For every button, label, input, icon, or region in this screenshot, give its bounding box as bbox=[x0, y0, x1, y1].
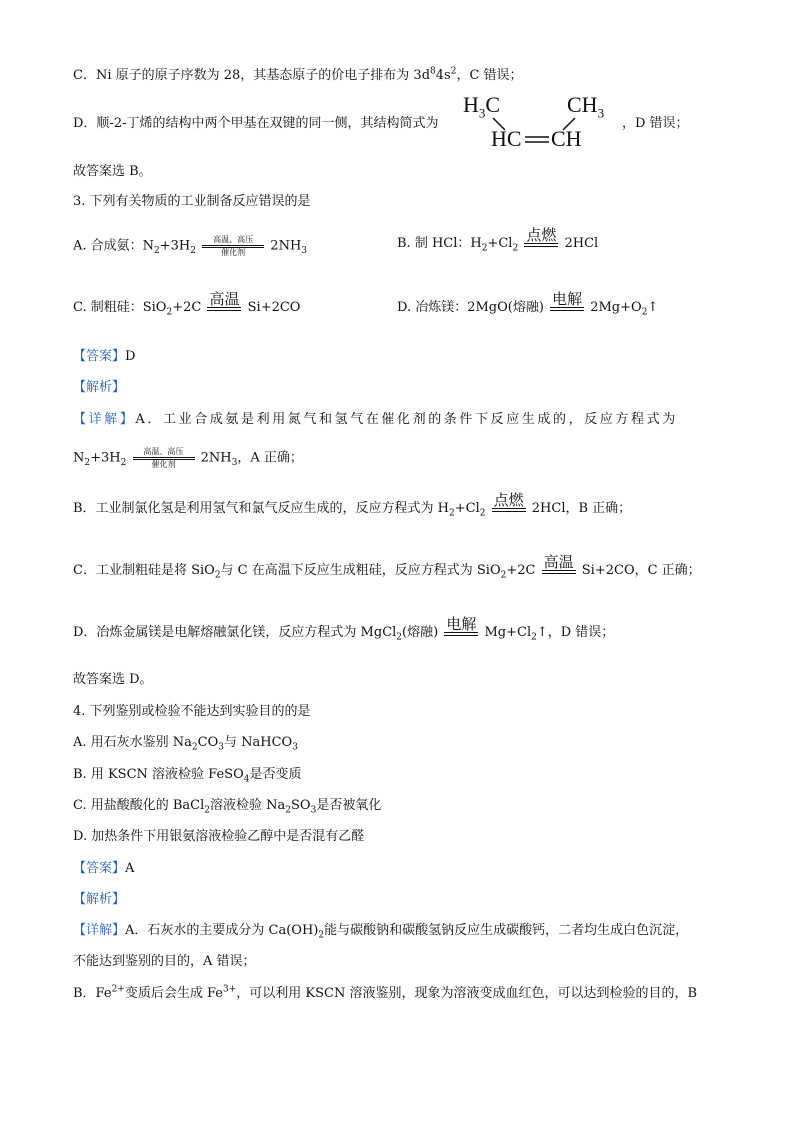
q2-option-d-suffix: ，D 错误； bbox=[622, 116, 689, 131]
q3-detail-b: B．工业制氯化氢是利用氢气和氯气反应生成的，反应方程式为 $H_2+Cl_2$ 点燃 2HCl，B 正确； bbox=[73, 490, 632, 519]
q2-option-c: C．Ni 原子的原子序数为 28，其基态原子的价电子排布为 $3d^84s^2$，C 错误； bbox=[73, 66, 523, 83]
reaction-condition: 电解 bbox=[548, 291, 586, 311]
q4-option-d: D. 加热条件下用银氨溶液检验乙醇中是否混有乙醛 bbox=[73, 829, 365, 844]
q3-analysis-tag: 【解析】 bbox=[73, 380, 126, 395]
reaction-condition: 点燃 bbox=[490, 492, 528, 512]
q3-detail-a-equation: $N_2+3H_2$ 高温、高压 催化剂 $2NH_3$，A 正确； bbox=[73, 447, 303, 469]
q3-detail-c: C．工业制粗硅是将 SiO$_2$与 C 在高温下反应生成粗硅，反应方程式为 SiO$_2$+2C 高温 Si+2CO，C 正确； bbox=[73, 552, 701, 581]
reaction-condition: 点燃 bbox=[522, 227, 560, 247]
q4-option-a: A. 用石灰水鉴别 $Na_2CO_3$与 NaHCO$_3$ bbox=[73, 735, 298, 753]
q3-detail-d: D．冶炼金属镁是电解熔融氯化镁，反应方程式为 MgCl$_2$(熔融) 电解 $Mg+Cl_2↑$，D 错误； bbox=[73, 614, 615, 643]
q3-option-a: A. 合成氨：$N_2+3H_2$ 高温、高压 催化剂 $2NH_3$ bbox=[73, 235, 308, 257]
q3-option-b: B. 制 HCl：$H_2+Cl_2$ 点燃 2HCl bbox=[397, 225, 599, 254]
q4-option-c: C. 用盐酸酸化的 BaCl$_2$溶液检验 $Na_2SO_3$是否被氧化 bbox=[73, 798, 382, 816]
q4-detail-a-line2: 不能达到鉴别的目的，A 错误； bbox=[73, 954, 256, 969]
q4-stem: 4. 下列鉴别或检验不能达到实验目的的是 bbox=[73, 704, 311, 719]
q3-detail-a: 【详解】A．工业合成氨是利用氮气和氢气在催化剂的条件下反应生成的，反应方程式为 bbox=[73, 412, 678, 427]
reversible-arrow: 高温、高压 催化剂 bbox=[200, 235, 266, 257]
q4-option-b: B. 用 KSCN 溶液检验 FeSO$_4$是否变质 bbox=[73, 767, 302, 785]
reaction-condition: 高温 bbox=[205, 291, 243, 311]
q4-detail-b: B．$Fe^{2+}$变质后会生成 $Fe^{3+}$，可以利用 KSCN 溶液鉴别，现象为溶液变成血红色，可以达到检验的目的，B bbox=[73, 984, 698, 1001]
q3-answer: 【答案】D bbox=[73, 349, 136, 364]
reversible-arrow: 高温、高压 催化剂 bbox=[131, 447, 197, 469]
q4-detail-a: 【详解】A．石灰水的主要成分为 $Ca(OH)_2$能与碳酸钠和碳酸氢钠反应生成碳酸钙，二者均生成白色沉淀， bbox=[73, 923, 689, 941]
q4-answer: 【答案】A bbox=[73, 861, 135, 876]
q2-option-d: D．顺-2-丁烯的结构中两个甲基在双键的同一侧，其结构简式为 bbox=[73, 116, 439, 131]
q3-conclusion: 故答案选 D。 bbox=[73, 672, 153, 687]
reaction-condition: 高温 bbox=[540, 554, 578, 574]
q2-conclusion: 故答案选 B。 bbox=[73, 164, 152, 179]
q4-analysis-tag: 【解析】 bbox=[73, 892, 126, 907]
cis-2-butene-structure: $H_3C$ $CH_3$ HC CH bbox=[463, 92, 613, 152]
reaction-condition: 电解 bbox=[442, 616, 480, 636]
bond-lines bbox=[463, 92, 613, 152]
q3-option-c: C. 制粗硅：SiO$_2$+2C 高温 Si+2CO bbox=[73, 289, 301, 318]
q3-stem: 3. 下列有关物质的工业制备反应错误的是 bbox=[73, 194, 311, 209]
q3-option-d: D. 冶炼镁：2MgO(熔融) 电解 $2Mg+O_2↑$ bbox=[397, 289, 659, 318]
